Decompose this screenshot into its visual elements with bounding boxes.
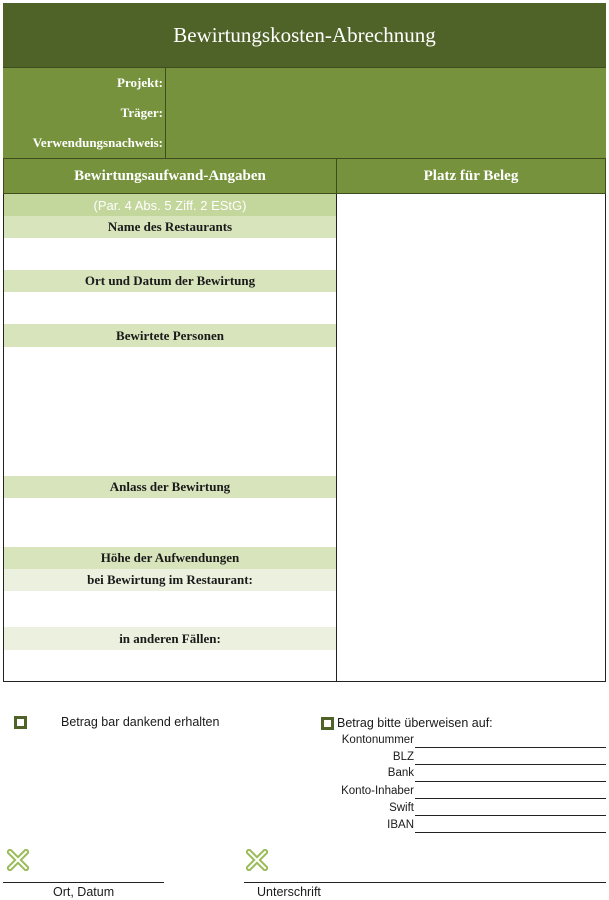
- bank-label: Bank: [387, 767, 414, 779]
- right-column-header-text: Platz für Beleg: [423, 167, 519, 184]
- bewirtete-personen-field[interactable]: [4, 347, 336, 476]
- konto-inhaber-label: Konto-Inhaber: [341, 785, 414, 797]
- traeger-field[interactable]: [166, 98, 606, 128]
- expense-details-column: [3, 194, 336, 682]
- anlass-field[interactable]: [4, 498, 336, 547]
- hoehe-label: Höhe der Aufwendungen: [4, 547, 336, 569]
- page-title: [3, 3, 606, 67]
- unterschrift-signature-line[interactable]: [244, 882, 606, 883]
- bewirtete-personen-label: Bewirtete Personen: [4, 324, 336, 347]
- andere-faelle-field[interactable]: [4, 650, 336, 681]
- swift-field[interactable]: [415, 815, 606, 816]
- right-column-header: [336, 158, 606, 194]
- project-info-block: [3, 67, 606, 158]
- kontonummer-label: Kontonummer: [341, 734, 414, 746]
- restaurant-name-field[interactable]: [4, 238, 336, 270]
- verwendungsnachweis-label: Verwendungsnachweis:: [32, 135, 163, 150]
- paragraph-reference: (Par. 4 Abs. 5 Ziff. 2 EStG): [4, 194, 336, 216]
- left-column-header: [3, 158, 336, 194]
- transfer-label: Betrag bitte überweisen auf:: [337, 716, 493, 730]
- cash-label: Betrag bar dankend erhalten: [61, 715, 220, 729]
- projekt-label: Projekt:: [117, 75, 163, 90]
- sign-here-x-icon: [7, 849, 29, 871]
- traeger-label: Träger:: [120, 105, 163, 120]
- cash-checkbox[interactable]: [14, 716, 27, 729]
- title-text: Bewirtungskosten-Abrechnung: [173, 22, 436, 47]
- blz-field[interactable]: [415, 764, 606, 765]
- transfer-checkbox[interactable]: [321, 717, 334, 730]
- restaurant-amount-label: bei Bewirtung im Restaurant:: [4, 569, 336, 591]
- blz-label: BLZ: [392, 751, 414, 763]
- andere-faelle-label: in anderen Fällen:: [4, 627, 336, 650]
- restaurant-name-label: Name des Restaurants: [4, 216, 336, 238]
- unterschrift-caption: Unterschrift: [257, 885, 321, 899]
- ort-datum-signature-line[interactable]: [3, 882, 164, 883]
- receipt-area[interactable]: [336, 194, 606, 682]
- bank-field[interactable]: [415, 781, 606, 782]
- ort-datum-caption: Ort, Datum: [53, 885, 115, 899]
- konto-inhaber-field[interactable]: [415, 798, 606, 799]
- iban-field[interactable]: [415, 832, 606, 833]
- ort-datum-field[interactable]: [4, 292, 336, 324]
- sign-here-x-icon: [246, 849, 268, 871]
- swift-label: Swift: [389, 802, 414, 814]
- iban-label: IBAN: [387, 819, 414, 831]
- projekt-field[interactable]: [166, 68, 606, 98]
- ort-datum-label: Ort und Datum der Bewirtung: [4, 270, 336, 292]
- kontonummer-field[interactable]: [415, 747, 606, 748]
- left-column-header-text: Bewirtungsaufwand-Angaben: [74, 167, 266, 184]
- restaurant-amount-field[interactable]: [4, 591, 336, 627]
- anlass-label: Anlass der Bewirtung: [4, 476, 336, 498]
- verwendungsnachweis-field[interactable]: [166, 128, 606, 159]
